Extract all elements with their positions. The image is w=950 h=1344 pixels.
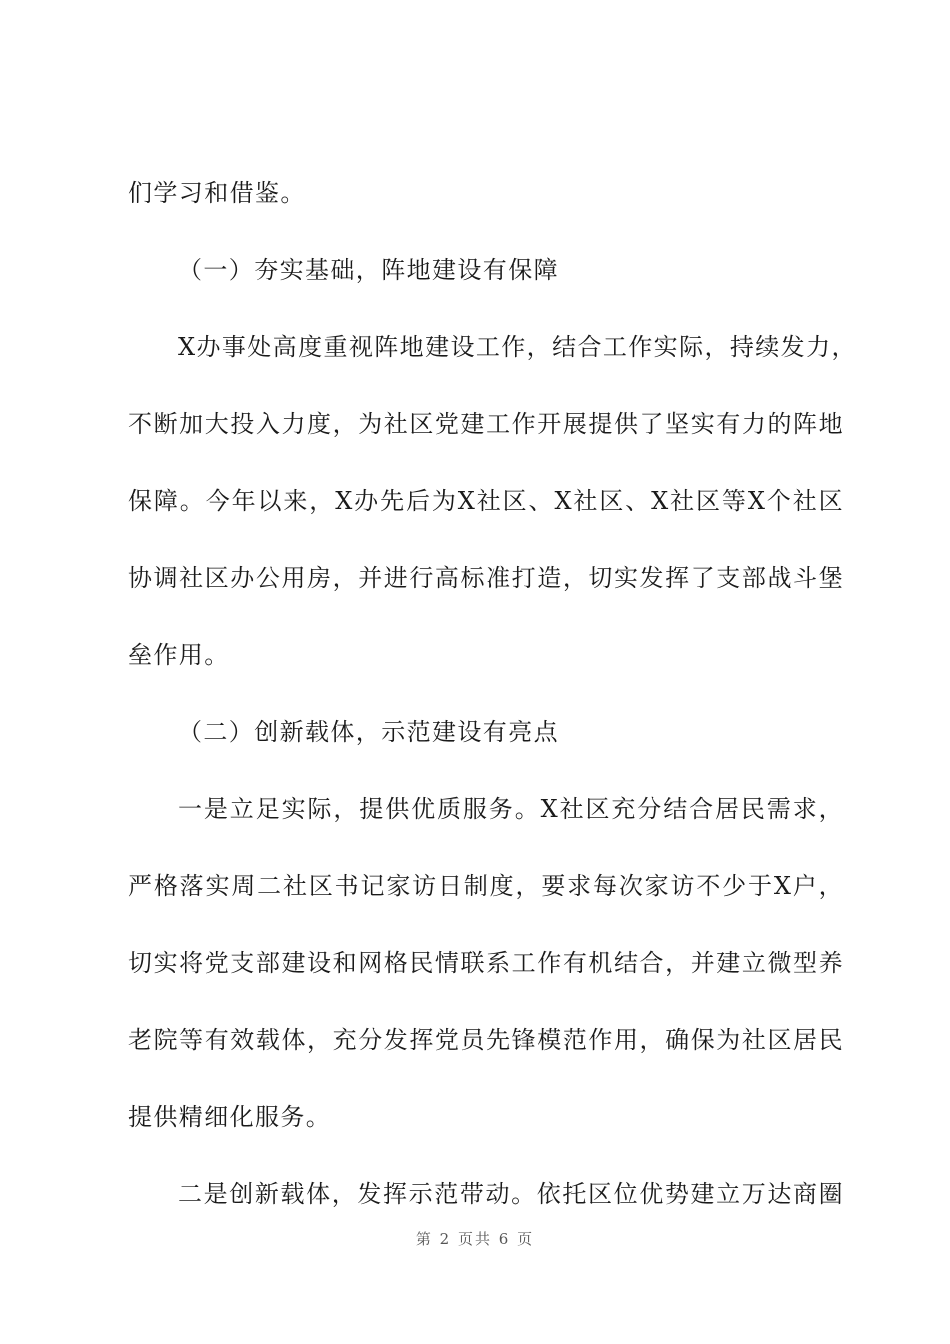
text-line: 垒作用。 (128, 641, 230, 669)
text-line: 一是立足实际，提供优质服务。X社区充分结合居民需求， (178, 795, 844, 823)
text-line: 协调社区办公用房，并进行高标准打造，切实发挥了支部战斗堡 (128, 564, 844, 592)
page-number-footer: 第 2 页共 6 页 (415, 1230, 535, 1248)
text-line: 保障。今年以来，X办先后为X社区、X社区、X社区等X个社区 (128, 487, 844, 515)
section-heading: （二）创新载体，示范建设有亮点 (178, 718, 559, 746)
text-line: X办事处高度重视阵地建设工作，结合工作实际，持续发力， (178, 333, 857, 361)
text-line: 严格落实周二社区书记家访日制度，要求每次家访不少于X户， (128, 872, 844, 900)
text-line: 老院等有效载体，充分发挥党员先锋模范作用，确保为社区居民 (128, 1026, 844, 1054)
text-line: 切实将党支部建设和网格民情联系工作有机结合，并建立微型养 (128, 949, 844, 977)
text-line: 们学习和借鉴。 (128, 179, 306, 207)
section-heading: （一）夯实基础，阵地建设有保障 (178, 256, 559, 284)
text-line: 不断加大投入力度，为社区党建工作开展提供了坚实有力的阵地 (128, 410, 844, 438)
body-text (128, 170, 857, 1248)
text-line: 二是创新载体，发挥示范带动。依托区位优势建立万达商圈 (178, 1180, 844, 1208)
text-line: 提供精细化服务。 (128, 1103, 332, 1131)
